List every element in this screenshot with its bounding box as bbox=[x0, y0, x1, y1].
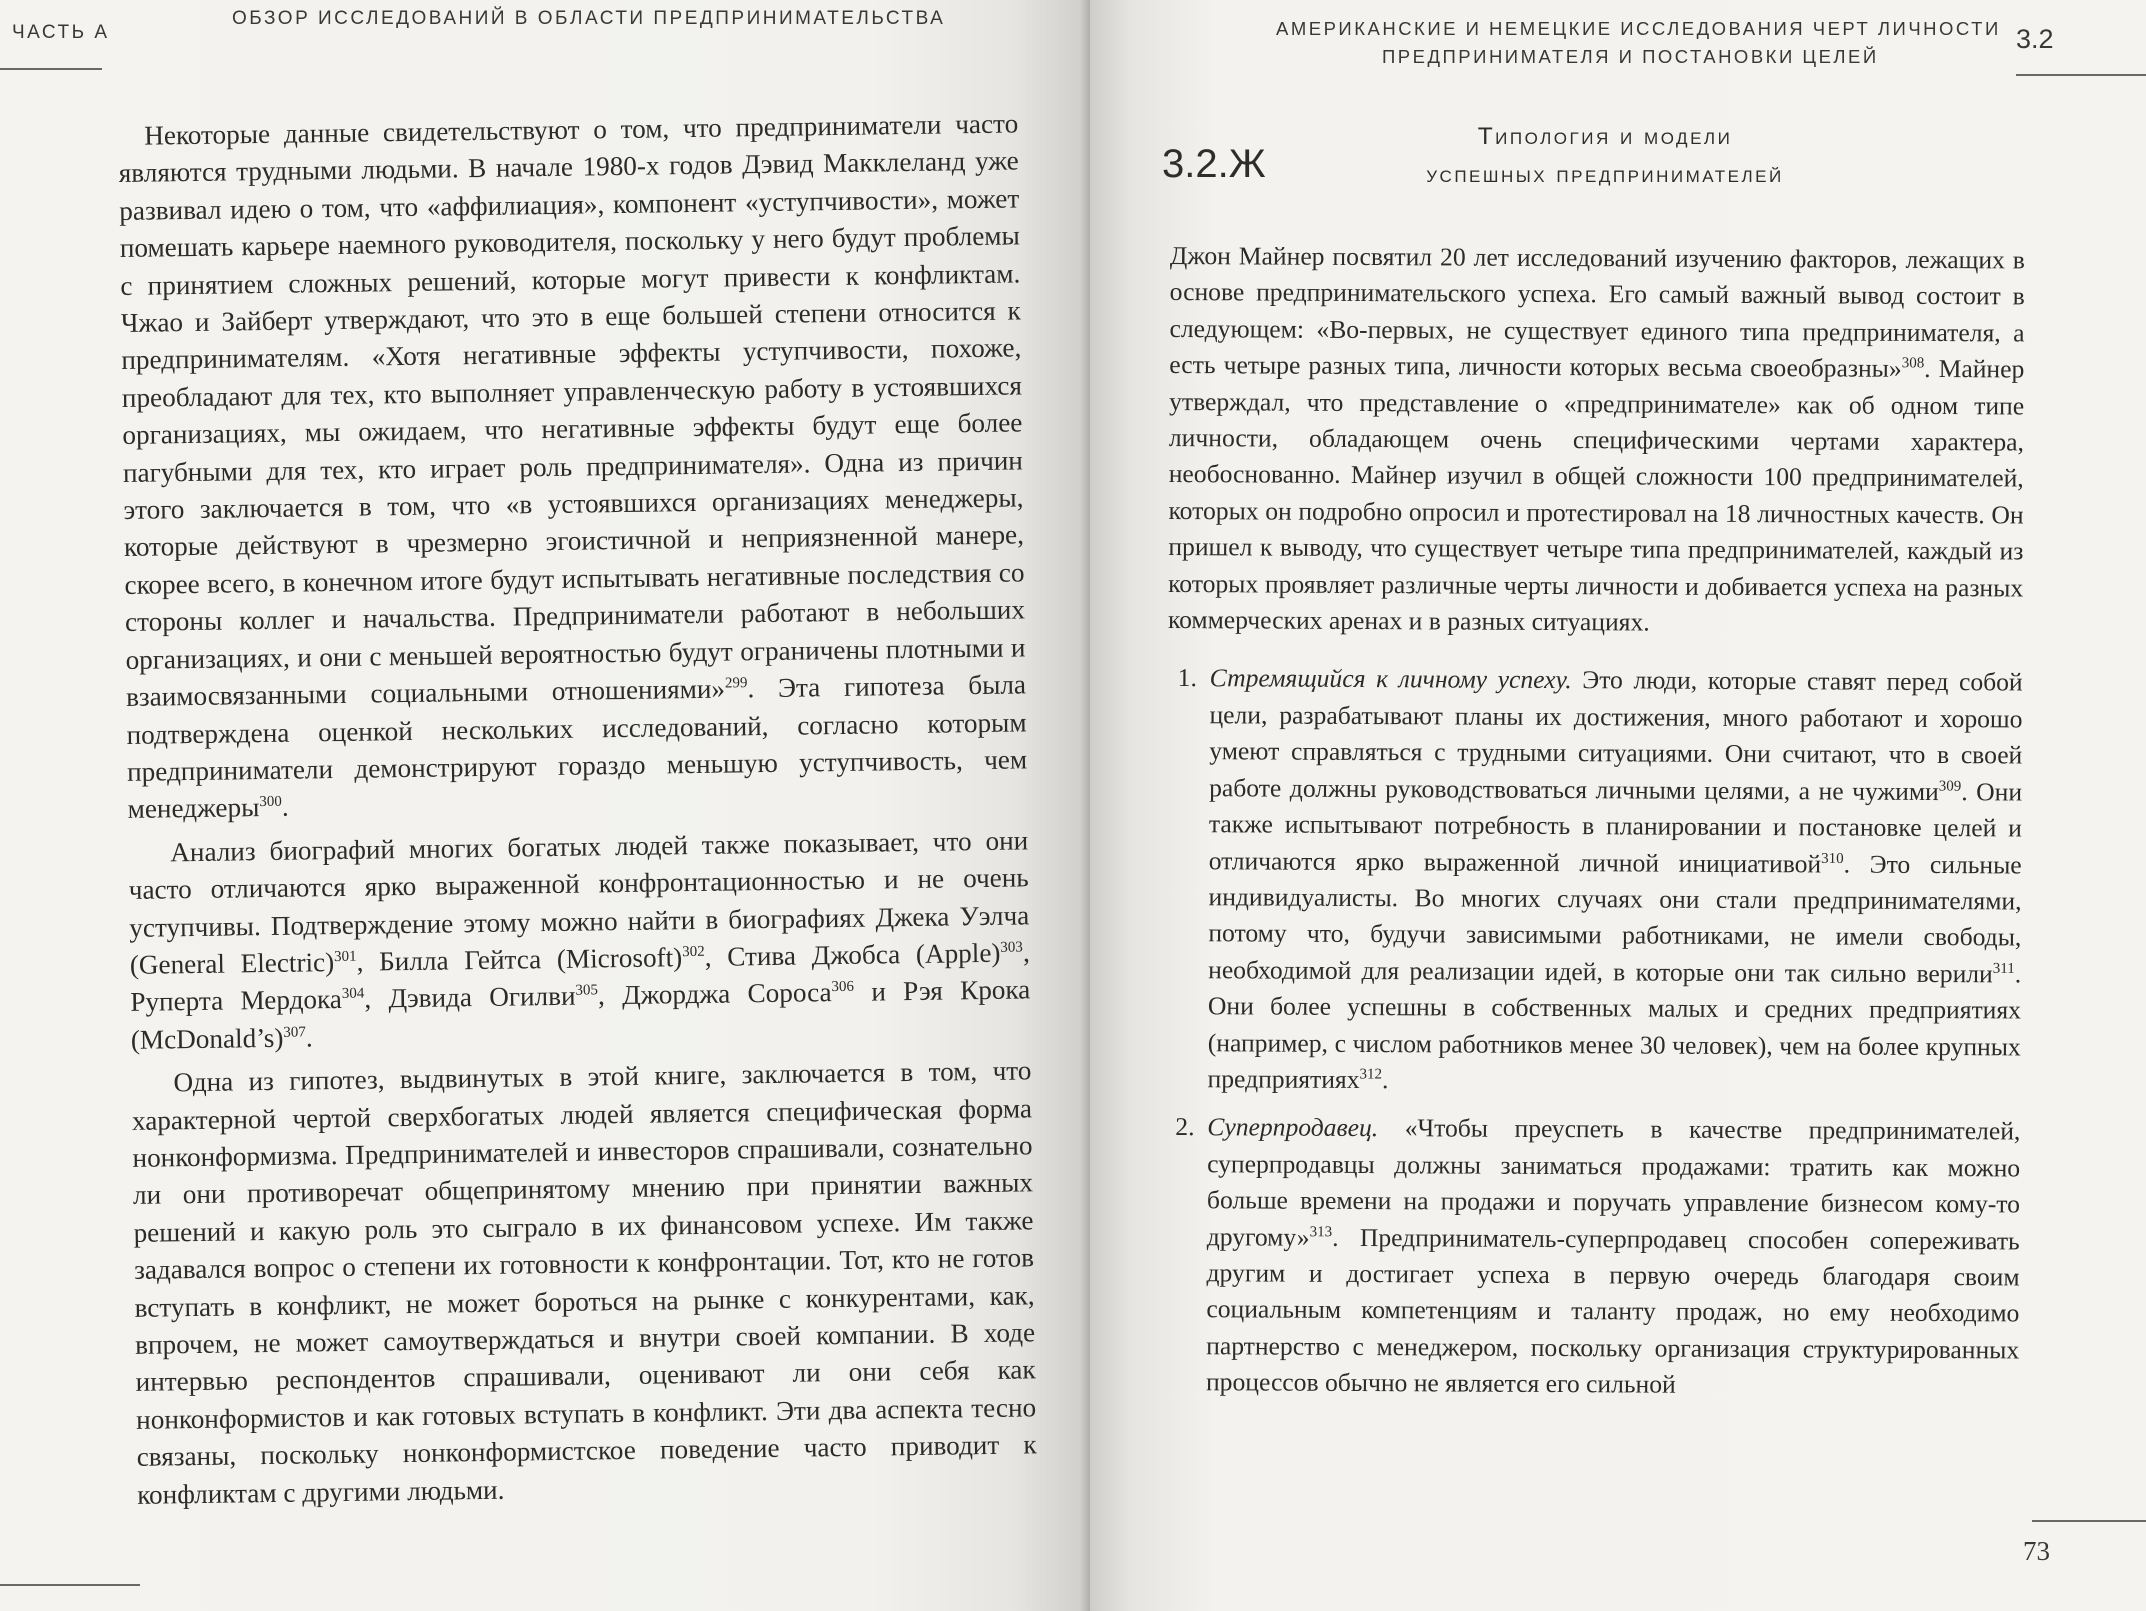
running-head-line1: АМЕРИКАНСКИЕ И НЕМЕЦКИЕ ИССЛЕДОВАНИЯ ЧЕРТ ЛИЧНОСТИ bbox=[1276, 18, 2001, 39]
paragraph: Некоторые данные свидетельствуют о том, что предприниматели часто являются трудными людьми. В начале 1980-х годов Дэвид Макклеланд уже развивал идею о том, что «аффилиация», компонент «уступчивости», может помешать карьере наемного руководителя, поскольку у него будут проблемы с принятием сложных решений, которые могут привести к конфликтам. Чжао и Зайберт утверждают, что это в еще большей степени относится к предпринимателям. «Хотя негативные эффекты уступчивости, похоже, преобладают для тех, кто выполняет управленческую работу в устоявшихся организациях, мы ожидаем, что негативные эффекты будут еще более пагубными для тех, кто играет роль предпринимателя». Одна из причин этого заключается в том, что «в устоявшихся организациях менеджеры, которые действуют в чрезмерно эгоистичной и неприязненной манере, скорее всего, в конечном итоге будут испытывать негативные последствия со стороны коллег и начальства. Предприниматели работают в небольших организациях, и они с меньшей вероятностью будут ограничены плотными и взаимосвязанными социальными отношениями»$^{299}$. Эта гипотеза была подтверждена оценкой нескольких исследований, согласно которым предприниматели демонстрируют гораздо меньшую уступчивость, чем менеджеры$^{300}$. bbox=[118, 108, 1028, 825]
section-tab: 3.2 bbox=[2016, 24, 2054, 54]
footnote-marker: 310 bbox=[1821, 850, 1844, 867]
footnote-marker: 311 bbox=[1992, 960, 2015, 977]
section-title-line2: успешных предпринимателей bbox=[1426, 161, 1784, 188]
footnote-marker: 306 bbox=[831, 979, 855, 996]
footer-rule-right bbox=[2032, 1520, 2146, 1522]
footnote-marker: 308 bbox=[1901, 355, 1925, 372]
running-head-part: ЧАСТЬ А bbox=[12, 22, 110, 43]
list-item-term: Суперпродавец. bbox=[1207, 1112, 1379, 1143]
footnote-marker: 313 bbox=[1309, 1223, 1333, 1240]
paragraph: Одна из гипотез, выдвинутых в этой книге, заключается в том, что характерной чертой сверхбогатых людей является специфическая форма нонконформизма. Предпринимателей и инвесторов спрашивали, сознательно ли они противоречат общепринятому мнению при принятии важных решений и какую роль это сыграло в их финансовом успехе. Им также задавался вопрос о степени их готовности к конфронтации. Тот, кто не готов вступать в конфликт, не может бороться на рынке с конкурентами, как, впрочем, не может самоутверждаться и внутри своей компании. В ходе интервью респондентов спрашивали, оценивают ли они себя как нонконформистов и как готовых вступать в конфликт. Эти два аспекта тесно связаны, поскольку нонконформистское поведение часто приводит к конфликтам с другими людьми. bbox=[131, 1055, 1037, 1510]
header-rule-right bbox=[2016, 74, 2146, 76]
footnote-marker: 307 bbox=[283, 1024, 306, 1041]
intro-paragraph: Джон Майнер посвятил 20 лет исследований изучению факторов, лежащих в основе предпринимательского успеха. Его самый важный вывод состоит в следующем: «Во-первых, не существует единого типа предпринимателя, а есть четыре разных типа, личности которых весьма своеобразны»$^{308}$. Майнер утверждал, что представление о «предпринимателе» как об одном типе личности, обладающем очень специфическими чертами характера, необоснованно. Майнер изучил в общей сложности 100 предпринимателей, которых он подробно опросил и протестировал на 18 личностных качеств. Он пришел к выводу, что существует четыре типа предпринимателей, каждый из которых проявляет различные черты личности и добивается успеха на разных коммерческих аренах и в разных ситуациях. bbox=[1167, 240, 2025, 637]
paragraph: Анализ биографий многих богатых людей также показывает, что они часто отличаются ярко выраженной конфронтационностью и не очень уступчивы. Подтверждение этому можно найти в биографиях Джека Уэлча (General Electric)$^{301}$, Билла Гейтса (Microsoft)$^{302}$, Стива Джобса (Apple)$^{303}$, Руперта Мердока$^{304}$, Дэвида Огилви$^{305}$, Джорджа Сороса$^{306}$ и Рэя Крока (McDonald’s)$^{307}$. bbox=[128, 825, 1031, 1055]
footnote-marker: 300 bbox=[259, 794, 282, 811]
footnote-marker: 299 bbox=[724, 675, 748, 692]
list-item-term: Стремящийся к личному успеху. bbox=[1209, 663, 1572, 695]
footnote-marker: 309 bbox=[1938, 778, 1962, 795]
footnote-marker: 304 bbox=[341, 985, 365, 1003]
list-item-number: 1. bbox=[1177, 663, 1197, 693]
list-item: 1. Стремящийся к личному успеху. Это люди, которые ставят перед собой цели, разрабатывают планы их достижения, много работают и хорошо умеют справляться с трудными ситуациями. Они считают, что в своей работе должны руководствоваться личными целями, а не чужими$^{309}$. Они также испытывают потребность в планировании и постановке целей и отличаются ярко выраженной личной инициативой$^{310}$. Это сильные индивидуалисты. Во многих случаях они стали предпринимателями, потому что, будучи зависимыми работниками, не имели свободы, необходимой для реализации идей, в которые они так сильно верили$^{311}$. Они более успешны в собственных малых и средних предприятиях (например, с числом работников менее 30 человек), чем на более крупных предприятиях$^{312}$. bbox=[1166, 660, 2023, 1101]
footnote-marker: 305 bbox=[575, 982, 599, 999]
footnote-marker: 303 bbox=[1000, 939, 1023, 956]
list-item: 2. Суперпродавец. «Чтобы преуспеть в качестве предпринимателей, суперпродавцы должны заниматься продажами: тратить как можно больше времени на продажи и поручать управление бизнесом кому-то другому»$^{313}$. Предприниматель-суперпродавец способен сопереживать другим и достигает успеха в первую очередь благодаря своим социальным компетенциям и таланту продаж, но ему необходимо партнерство с менеджером, поскольку организация структурированных процессов обычно не является его сильной bbox=[1164, 1109, 2021, 1405]
section-title bbox=[1330, 118, 1880, 194]
header-rule bbox=[0, 68, 102, 70]
footnote-marker: 302 bbox=[682, 943, 705, 961]
footnote-marker: 312 bbox=[1359, 1066, 1383, 1083]
list-item-number: 2. bbox=[1175, 1112, 1195, 1142]
right-body-text bbox=[1164, 238, 2025, 1417]
page-number: 73 bbox=[2023, 1536, 2050, 1566]
section-number: 3.2.Ж bbox=[1162, 142, 1266, 186]
running-head-line2: ПРЕДПРИНИМАТЕЛЯ И ПОСТАНОВКИ ЦЕЛЕЙ bbox=[1382, 46, 1879, 67]
numbered-list bbox=[1164, 660, 2023, 1405]
footer-rule bbox=[0, 1584, 140, 1586]
section-title-line1: Типология и модели bbox=[1477, 123, 1733, 150]
left-body-text bbox=[118, 105, 1037, 1519]
running-head-title: ОБЗОР ИССЛЕДОВАНИЙ В ОБЛАСТИ ПРЕДПРИНИМАТЕЛЬСТВА bbox=[232, 8, 946, 29]
footnote-marker: 301 bbox=[333, 948, 357, 965]
